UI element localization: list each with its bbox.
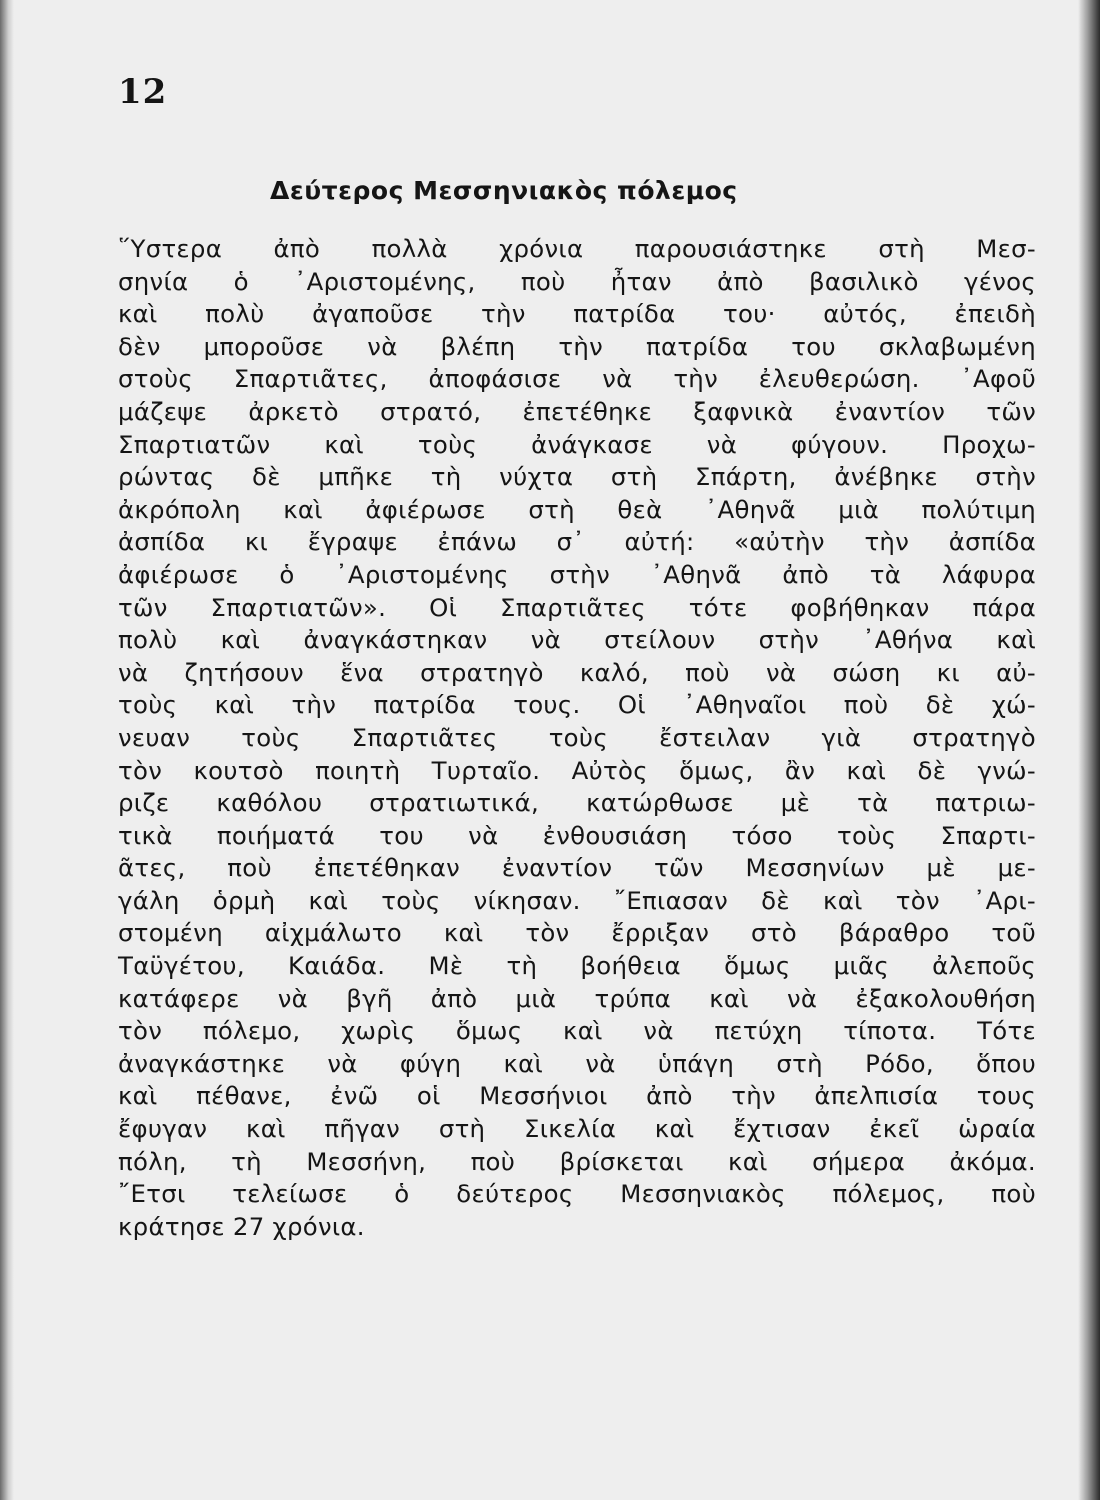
text-line: Ταϋγέτου, Καιάδα. Μὲ τὴ βοήθεια ὅμως μιᾶς ἀλεποῦς: [118, 951, 1036, 981]
page-number: 12: [118, 72, 168, 112]
text-line: ρώντας δὲ μπῆκε τὴ νύχτα στὴ Σπάρτη, ἀνέβηκε στὴν: [118, 462, 1036, 492]
text-line: ἀκρόπολη καὶ ἀφιέρωσε στὴ θεὰ ᾽Αθηνᾶ μιὰ πολύτιμη: [118, 494, 1036, 524]
text-line: ῞Υστερα ἀπὸ πολλὰ χρόνια παρουσιάστηκε στὴ Μεσ-: [118, 234, 1036, 263]
text-line: καὶ πολὺ ἀγαποῦσε τὴν πατρίδα του· αὐτός, ἐπειδὴ: [118, 299, 1036, 329]
text-line: πολὺ καὶ ἀναγκάστηκαν νὰ στείλουν στὴν ᾽Αθήνα καὶ: [118, 625, 1036, 655]
text-line: μάζεψε ἀρκετὸ στρατό, ἐπετέθηκε ξαφνικὰ ἐναντίον τῶν: [118, 396, 1036, 426]
text-line: ἀναγκάστηκε νὰ φύγη καὶ νὰ ὑπάγη στὴ Ρόδο, ὅπου: [118, 1048, 1036, 1078]
text-line: Σπαρτιατῶν καὶ τοὺς ἀνάγκασε νὰ φύγουν. Προχω-: [118, 429, 1036, 459]
page-edge-left: [0, 0, 14, 1500]
text-line: νὰ ζητήσουν ἕνα στρατηγὸ καλό, ποὺ νὰ σώση κι αὐ-: [118, 657, 1036, 687]
text-line: ἀφιέρωσε ὁ ᾽Αριστομένης στὴν ᾽Αθηνᾶ ἀπὸ τὰ λάφυρα: [118, 559, 1036, 589]
text-line: ριζε καθόλου στρατιωτικά, κατώρθωσε μὲ τὰ πατριω-: [118, 788, 1036, 818]
body-text: [118, 233, 1036, 1243]
text-line: πόλη, τὴ Μεσσήνη, ποὺ βρίσκεται καὶ σήμερα ἀκόμα.: [118, 1146, 1036, 1176]
text-line: δὲν μποροῦσε νὰ βλέπη τὴν πατρίδα του σκλαβωμένη: [118, 331, 1036, 361]
text-line: ἔφυγαν καὶ πῆγαν στὴ Σικελία καὶ ἔχτισαν ἐκεῖ ὡραία: [118, 1114, 1036, 1144]
text-line: ῎Ετσι τελείωσε ὁ δεύτερος Μεσσηνιακὸς πόλεμος, ποὺ: [118, 1179, 1036, 1209]
text-line: τὸν πόλεμο, χωρὶς ὅμως καὶ νὰ πετύχη τίποτα. Τότε: [118, 1016, 1036, 1046]
text-line: στομένη αἰχμάλωτο καὶ τὸν ἔρριξαν στὸ βάραθρο τοῦ: [118, 918, 1036, 948]
text-line: ᾶτες, ποὺ ἐπετέθηκαν ἐναντίον τῶν Μεσσηνίων μὲ με-: [118, 853, 1036, 883]
text-line: καὶ πέθανε, ἐνῶ οἱ Μεσσήνιοι ἀπὸ τὴν ἀπελπισία τους: [118, 1081, 1036, 1111]
text-line: τοὺς καὶ τὴν πατρίδα τους. Οἱ ᾽Αθηναῖοι ποὺ δὲ χώ-: [118, 690, 1036, 720]
text-line: κατάφερε νὰ βγῆ ἀπὸ μιὰ τρύπα καὶ νὰ ἐξακολουθήση: [118, 983, 1036, 1013]
text-line: νευαν τοὺς Σπαρτιᾶτες τοὺς ἔστειλαν γιὰ στρατηγὸ: [118, 722, 1036, 752]
text-line: σηνία ὁ ᾽Αριστομένης, ποὺ ἦταν ἀπὸ βασιλικὸ γένος: [118, 266, 1036, 296]
text-line: ἀσπίδα κι ἔγραψε ἐπάνω σ᾽ αὐτή: «αὐτὴν τὴν ἀσπίδα: [118, 527, 1036, 557]
text-line: γάλη ὁρμὴ καὶ τοὺς νίκησαν. ῎Επιασαν δὲ καὶ τὸν ᾽Αρι-: [118, 885, 1036, 915]
text-line: τῶν Σπαρτιατῶν». Οἱ Σπαρτιᾶτες τότε φοβήθηκαν πάρα: [118, 592, 1036, 622]
section-title: Δεύτερος Μεσσηνιακὸς πόλεμος: [270, 176, 738, 205]
text-line: τικὰ ποιήματά του νὰ ἐνθουσιάση τόσο τοὺς Σπαρτι-: [118, 820, 1036, 850]
text-line: κράτησε 27 χρόνια.: [118, 1211, 365, 1241]
text-line: στοὺς Σπαρτιᾶτες, ἀποφάσισε νὰ τὴν ἐλευθερώση. ᾽Αφοῦ: [118, 364, 1036, 394]
page-edge-right: [1078, 0, 1100, 1500]
text-line: τὸν κουτσὸ ποιητὴ Τυρταῖο. Αὐτὸς ὅμως, ἂν καὶ δὲ γνώ-: [118, 755, 1036, 785]
